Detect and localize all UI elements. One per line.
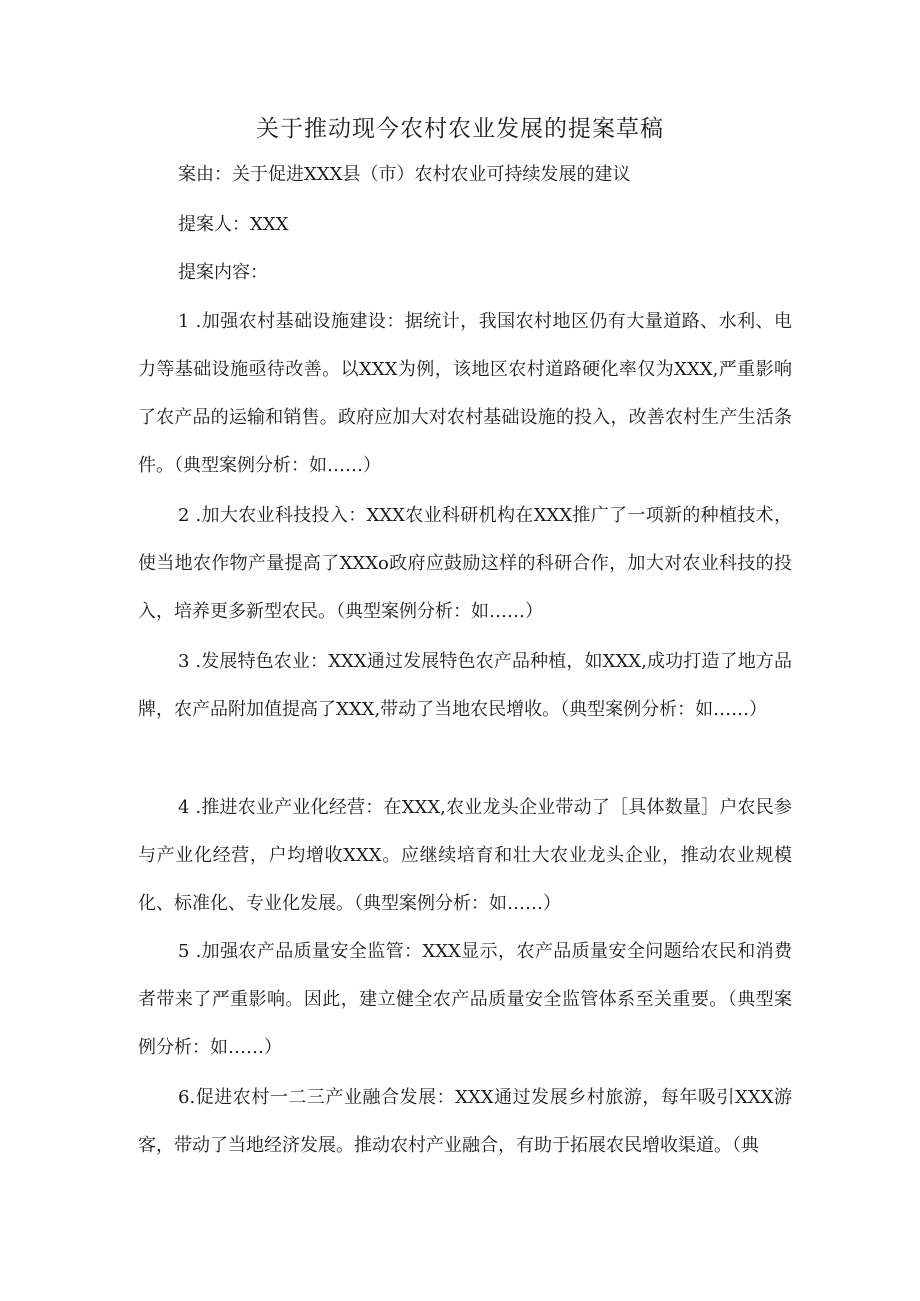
proposal-reason: 案由：关于促进XXX县（市）农村农业可持续发展的建议: [178, 164, 631, 185]
proposal-item-3: 3 .发展特色农业：XXX通过发展特色农产品种植，如XXX,成功打造了地方品牌，农产品附加值提高了XXX,带动了当地农民增收。（典型案例分析：如……）: [138, 651, 792, 720]
document-title: 关于推动现今农村农业发展的提案草稿: [256, 116, 664, 142]
proposal-item-1: 1 .加强农村基础设施建设：据统计，我国农村地区仍有大量道路、水利、电力等基础设施亟待改善。以XXX为例，该地区农村道路硬化率仅为XXX,严重影响了农产品的运输和销售。政府应加大对农村基础设施的投入，改善农村生产生活条件。（典型案例分析：如……）: [138, 311, 792, 476]
proposer: 提案人：XXX: [178, 214, 289, 235]
proposal-item-4: 4 .推进农业产业化经营：在XXX,农业龙头企业带动了［具体数量］户农民参与产业化经营，户均增收XXX。应继续培育和壮大农业龙头企业，推动农业规模化、标准化、专业化发展。（典型案例分析：如……）: [138, 797, 792, 914]
proposal-item-6: 6.促进农村一二三产业融合发展：XXX通过发展乡村旅游，每年吸引XXX游客，带动了当地经济发展。推动农村产业融合，有助于拓展农民增收渠道。（典: [138, 1087, 792, 1156]
proposal-item-2: 2 .加大农业科技投入：XXX农业科研机构在XXX推广了一项新的种植技术，使当地农作物产量提高了XXXo政府应鼓励这样的科研合作，加大对农业科技的投入，培养更多新型农民。（典型案例分析：如……）: [138, 505, 792, 622]
content-heading: 提案内容：: [178, 262, 268, 283]
proposal-item-5: 5 .加强农产品质量安全监管：XXX显示，农产品质量安全问题给农民和消费者带来了严重影响。因此，建立健全农产品质量安全监管体系至关重要。（典型案例分析：如……）: [138, 941, 792, 1058]
